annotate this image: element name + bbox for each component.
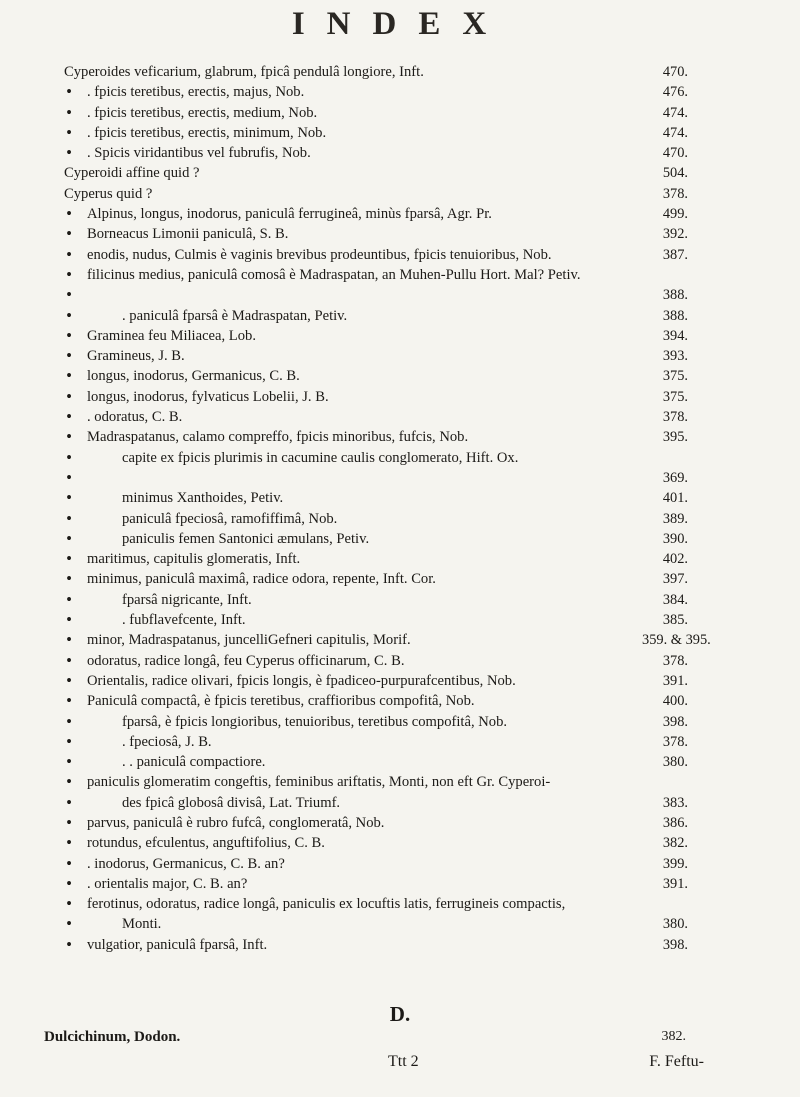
- entry-text: Cyperoidi affine quid ?: [64, 165, 200, 182]
- index-entry: [0, 427, 800, 447]
- index-entry: [0, 103, 800, 123]
- index-entry: [0, 407, 800, 427]
- entry-text: paniculâ fpeciosâ, ramofiffimâ, Nob.: [122, 510, 338, 527]
- entry-text: fparsâ, è fpicis longioribus, tenuioribus, teretibus compofitâ, Nob.: [122, 713, 508, 730]
- section-letter: D.: [389, 1002, 411, 1026]
- entry-bullet: •: [66, 896, 72, 913]
- index-entry: [0, 326, 800, 346]
- entry-bullet: •: [66, 571, 72, 588]
- entry-page: 470.: [662, 64, 688, 80]
- entry-bullet: •: [66, 652, 72, 669]
- entry-bullet: •: [66, 490, 72, 507]
- index-entry: [0, 184, 800, 204]
- entry-bullet: •: [66, 591, 72, 608]
- entry-text: enodis, nudus, Culmis è vaginis brevibus prodeuntibus, fpicis tenuioribus, Nob.: [87, 246, 552, 263]
- entry-bullet: •: [66, 733, 72, 750]
- entry-bullet: •: [66, 429, 72, 446]
- entry-bullet: •: [66, 814, 72, 831]
- entry-page: 391.: [662, 875, 688, 892]
- catchword: F. Feftu-: [649, 1053, 704, 1070]
- entry-bullet: •: [66, 916, 72, 933]
- entry-text: longus, inodorus, fylvaticus Lobelii, J. B.: [87, 388, 329, 405]
- index-entry: [0, 569, 800, 589]
- entry-text: paniculis glomeratim congeftis, feminibus ariftatis, Monti, non eft Gr. Cyperoi-: [87, 774, 551, 791]
- entry-bullet: •: [66, 855, 72, 872]
- index-entry: [0, 813, 800, 833]
- entry-text: odoratus, radice longâ, feu Cyperus officinarum, C. B.: [87, 652, 405, 669]
- footer-entry: Dulcichinum, Dodon.: [44, 1029, 181, 1045]
- entry-text: capite ex fpicis plurimis in cacumine caulis conglomerato, Hift. Ox.: [122, 449, 519, 466]
- entry-text: . fpicis teretibus, erectis, minimum, Nob.: [87, 124, 327, 141]
- index-entry: [0, 62, 800, 82]
- entry-bullet: •: [66, 226, 72, 243]
- index-entry: [0, 651, 800, 671]
- entry-page: 375.: [662, 388, 688, 405]
- entry-page: 382.: [662, 835, 688, 852]
- index-entry: [0, 265, 800, 285]
- entry-bullet: •: [66, 469, 72, 486]
- entry-page: 499.: [662, 206, 688, 223]
- entry-page: 389.: [662, 510, 688, 527]
- index-entry: [0, 691, 800, 711]
- entry-page: 369.: [662, 469, 688, 486]
- index-entry: [0, 123, 800, 143]
- entry-text: . fpicis teretibus, erectis, majus, Nob.: [87, 84, 305, 101]
- entry-bullet: •: [66, 84, 72, 101]
- entry-bullet: •: [66, 875, 72, 892]
- index-entry: [0, 630, 800, 650]
- index-entry: [0, 732, 800, 752]
- entry-bullet: •: [66, 327, 72, 344]
- index-entry: [0, 549, 800, 569]
- index-entry: [0, 468, 800, 488]
- entry-bullet: •: [66, 388, 72, 405]
- entry-bullet: •: [66, 612, 72, 629]
- entry-text: . fubflavefcente, Inft.: [122, 612, 246, 629]
- entry-text: rotundus, efculentus, anguftifolius, C. B.: [87, 835, 325, 852]
- entry-page: 380.: [662, 916, 688, 933]
- entry-bullet: •: [66, 672, 72, 689]
- entry-page: 399.: [662, 855, 688, 872]
- entry-bullet: •: [66, 632, 72, 649]
- entry-page: 401.: [662, 490, 688, 507]
- index-entry: [0, 671, 800, 691]
- entry-text: Borneacus Limonii paniculâ, S. B.: [87, 226, 289, 243]
- index-entry: [0, 610, 800, 630]
- entry-bullet: •: [66, 145, 72, 162]
- entry-text: vulgatior, paniculâ fparsâ, Inft.: [87, 936, 268, 953]
- entry-text: . . paniculâ compactiore.: [122, 754, 266, 771]
- entry-page: 378.: [662, 652, 688, 669]
- index-entry: [0, 509, 800, 529]
- index-entry: [0, 285, 800, 305]
- entry-page: 388.: [662, 287, 688, 304]
- signature-mark: Ttt 2: [388, 1053, 419, 1070]
- entry-text: . odoratus, C. B.: [87, 409, 183, 426]
- entry-bullet: •: [66, 936, 72, 953]
- entry-bullet: •: [66, 713, 72, 730]
- entry-text: minimus Xanthoides, Petiv.: [122, 490, 284, 507]
- entry-page: 387.: [662, 246, 688, 263]
- entry-bullet: •: [66, 774, 72, 791]
- index-entry: [0, 448, 800, 468]
- entry-text: minor, Madraspatanus, juncelliGefneri capitulis, Morif.: [87, 632, 411, 649]
- entry-bullet: •: [66, 754, 72, 771]
- index-entry: [0, 488, 800, 508]
- index-entry: [0, 82, 800, 102]
- entry-page: 504.: [662, 165, 688, 182]
- index-entry: [0, 306, 800, 326]
- entry-text: Cyperus quid ?: [64, 185, 153, 202]
- index-entry: [0, 752, 800, 772]
- entry-page: 390.: [662, 530, 688, 547]
- entry-bullet: •: [66, 104, 72, 121]
- entry-text: Graminea feu Miliacea, Lob.: [87, 327, 256, 344]
- entry-page: 395.: [662, 429, 688, 446]
- page-title: INDEX: [291, 6, 509, 42]
- index-entry: [0, 874, 800, 894]
- entry-page: 391.: [662, 672, 688, 689]
- entry-page: 398.: [662, 936, 688, 953]
- index-entry: [0, 914, 800, 934]
- entry-bullet: •: [66, 551, 72, 568]
- index-entry: [0, 590, 800, 610]
- entry-text: Madraspatanus, calamo compreffo, fpicis minoribus, fufcis, Nob.: [87, 429, 469, 446]
- entry-bullet: •: [66, 510, 72, 527]
- entry-page: 476.: [662, 84, 688, 101]
- entry-bullet: •: [66, 266, 72, 283]
- entry-page: 402.: [662, 551, 688, 568]
- entry-bullet: •: [66, 348, 72, 365]
- entry-bullet: •: [66, 409, 72, 426]
- entry-text: fparsâ nigricante, Inft.: [122, 591, 252, 608]
- entry-page: 397.: [662, 571, 688, 588]
- entry-text: . fpeciosâ, J. B.: [122, 733, 212, 750]
- entry-page: 375.: [662, 368, 688, 385]
- index-entry: [0, 245, 800, 265]
- entry-page: 388.: [662, 307, 688, 324]
- entry-bullet: •: [66, 287, 72, 304]
- index-entry: [0, 894, 800, 914]
- entry-page: 384.: [662, 591, 688, 608]
- index-entries: [0, 62, 800, 955]
- entry-text: longus, inodorus, Germanicus, C. B.: [87, 368, 300, 385]
- entry-page: 393.: [662, 348, 688, 365]
- entry-page: 359. & 395.: [642, 632, 711, 649]
- index-entry: [0, 387, 800, 407]
- entry-text: minimus, paniculâ maximâ, radice odora, repente, Inft. Cor.: [87, 571, 436, 588]
- entry-page: 383.: [662, 794, 688, 811]
- entry-bullet: •: [66, 246, 72, 263]
- entry-page: 380.: [662, 754, 688, 771]
- entry-text: paniculis femen Santonici æmulans, Petiv.: [122, 530, 370, 547]
- entry-page: 386.: [662, 814, 688, 831]
- entry-text: Orientalis, radice olivari, fpicis longis, è fpadiceo-purpurafcentibus, Nob.: [87, 672, 516, 689]
- entry-text: maritimus, capitulis glomeratis, Inft.: [87, 551, 301, 568]
- entry-page: 474.: [662, 104, 688, 121]
- entry-text: . orientalis major, C. B. an?: [87, 875, 248, 892]
- entry-text: Paniculâ compactâ, è fpicis teretibus, craffioribus compofitâ, Nob.: [87, 693, 475, 710]
- entry-text: filicinus medius, paniculâ comosâ è Madraspatan, an Muhen-Pullu Hort. Mal? Petiv.: [87, 266, 581, 283]
- entry-page: 400.: [662, 693, 688, 710]
- index-entry: [0, 772, 800, 792]
- entry-bullet: •: [66, 124, 72, 141]
- footer-entry-page: 382.: [661, 1029, 686, 1044]
- entry-bullet: •: [66, 368, 72, 385]
- index-entry: [0, 143, 800, 163]
- index-entry: [0, 224, 800, 244]
- entry-page: 474.: [662, 124, 688, 141]
- entry-bullet: •: [66, 449, 72, 466]
- index-entry: [0, 854, 800, 874]
- entry-bullet: •: [66, 693, 72, 710]
- entry-text: . Spicis viridantibus vel fubrufis, Nob.: [87, 145, 311, 162]
- entry-page: 378.: [662, 733, 688, 750]
- entry-bullet: •: [66, 835, 72, 852]
- entry-text: Alpinus, longus, inodorus, paniculâ ferrugineâ, minùs fparsâ, Agr. Pr.: [87, 206, 492, 223]
- entry-text: Gramineus, J. B.: [87, 348, 185, 365]
- index-entry: [0, 204, 800, 224]
- entry-text: . fpicis teretibus, erectis, medium, Nob.: [87, 104, 318, 121]
- entry-bullet: •: [66, 206, 72, 223]
- entry-text: parvus, paniculâ è rubro fufcâ, conglomeratâ, Nob.: [87, 814, 385, 831]
- entry-text: Cyperoides veficarium, glabrum, fpicâ pendulâ longiore, Inft.: [64, 64, 424, 80]
- entry-page: 398.: [662, 713, 688, 730]
- entry-page: 392.: [662, 226, 688, 243]
- index-entry: [0, 833, 800, 853]
- entry-text: . inodorus, Germanicus, C. B. an?: [87, 855, 285, 872]
- entry-text: . paniculâ fparsâ è Madraspatan, Petiv.: [122, 307, 348, 324]
- entry-page: 378.: [662, 185, 688, 202]
- entry-page: 470.: [662, 145, 688, 162]
- entry-page: 385.: [662, 612, 688, 629]
- index-entry: [0, 793, 800, 813]
- entry-bullet: •: [66, 307, 72, 324]
- index-entry: [0, 346, 800, 366]
- entry-bullet: •: [66, 794, 72, 811]
- index-entry: [0, 712, 800, 732]
- entry-text: ferotinus, odoratus, radice longâ, paniculis ex locuftis latis, ferrugineis compactis,: [87, 896, 566, 913]
- entry-text: des fpicâ globosâ divisâ, Lat. Triumf.: [122, 794, 341, 811]
- index-entry: [0, 935, 800, 955]
- index-entry: [0, 163, 800, 183]
- entry-page: 378.: [662, 409, 688, 426]
- index-entry: [0, 366, 800, 386]
- entry-text: Monti.: [122, 916, 162, 933]
- index-entry: [0, 529, 800, 549]
- entry-page: 394.: [662, 327, 688, 344]
- entry-bullet: •: [66, 530, 72, 547]
